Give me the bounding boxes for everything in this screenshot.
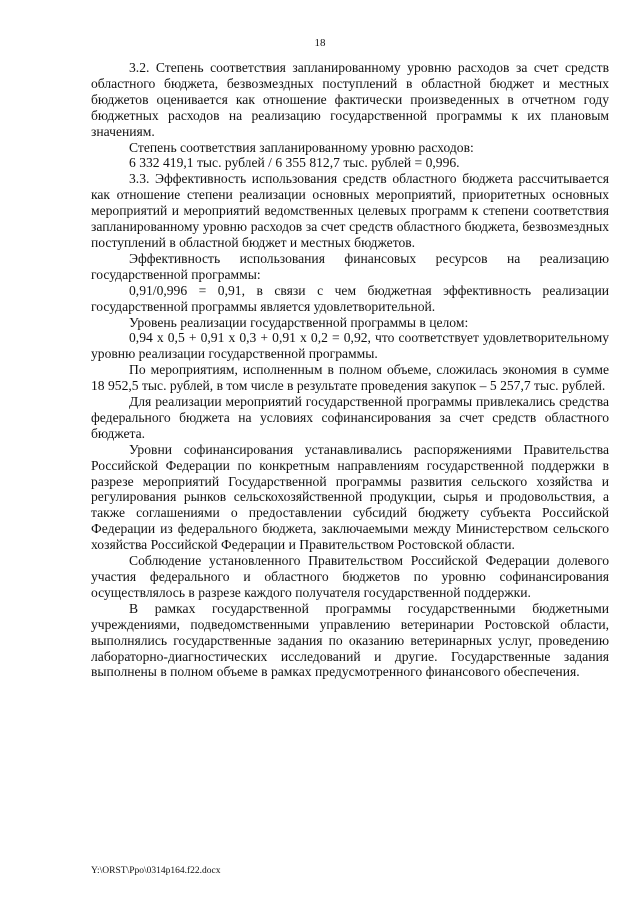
- paragraph-3-3: 3.3. Эффективность использования средств областного бюджета рассчитывается как отношение степени реализации основных мероприятий, приоритетных основных мероприятий и мероприятий ведомственных целевых программ к степени соответствия запланированному уровню расходов за счет средств областного бюджета, безвозмездных поступлений в областной бюджет и местных бюджетов.: [91, 171, 609, 250]
- document-body: [91, 60, 609, 680]
- paragraph-cofinancing-compliance: Соблюдение установленного Правительством Российской Федерации долевого участия федерального и областного бюджетов по уровню софинансирования осуществлялось в разрезе каждого получателя государственной поддержки.: [91, 553, 609, 600]
- paragraph-efficiency-formula: 0,91/0,996 = 0,91, в связи с чем бюджетная эффективность реализации государственной программы является удовлетворительной.: [91, 282, 609, 314]
- paragraph-expense-ratio-formula: 6 332 419,1 тыс. рублей / 6 355 812,7 тыс. рублей = 0,996.: [129, 155, 460, 171]
- paragraph-federal-funds: Для реализации мероприятий государственной программы привлекались средства федерального бюджета на условиях софинансирования за счет средств областного бюджета.: [91, 394, 609, 441]
- paragraph-veterinary-tasks: В рамках государственной программы государственными бюджетными учреждениями, подведомственными управлению ветеринарии Ростовской области, выполнялись государственные задания по оказанию ветеринарных услуг, проведению лабораторно-диагностических исследований и другие. Государственные задания выполнены в полном объеме в рамках предусмотренного финансового обеспечения.: [91, 600, 609, 680]
- paragraph-realization-heading: Уровень реализации государственной программы в целом:: [129, 314, 469, 330]
- paragraph-cofinancing-levels: Уровни софинансирования устанавливались распоряжениями Правительства Российской Федерации по конкретным направлениям государственной поддержки в разрезе мероприятий Государственной программы развития сельского хозяйства и регулирования рынков сельскохозяйственной продукции, сырья и продовольствия, а также соглашениями о предоставлении субсидий бюджету субъекта Российской Федерации из федерального бюджета, заключаемыми между Министерством сельского хозяйства Российской Федерации и Правительством Ростовской области.: [91, 441, 609, 553]
- paragraph-efficiency-heading: Эффективность использования финансовых ресурсов на реализацию государственной программы:: [91, 250, 609, 282]
- paragraph-expense-ratio-heading: Степень соответствия запланированному уровню расходов:: [129, 139, 474, 155]
- paragraph-3-2: 3.2. Степень соответствия запланированному уровню расходов за счет средств областного бюджета, безвозмездных поступлений в областной бюджет и местных бюджетов оценивается как отношение фактически произведенных в отчетном году бюджетных расходов на реализацию государственной программы к их плановым значениям.: [91, 60, 609, 139]
- footer-file-path: Y:\ORST\Ppo\0314p164.f22.docx: [91, 866, 221, 876]
- page-number: 18: [314, 37, 326, 49]
- paragraph-realization-formula: 0,94 x 0,5 + 0,91 x 0,3 + 0,91 x 0,2 = 0,92, что соответствует удовлетворительному уровню реализации государственной программы.: [91, 330, 609, 362]
- paragraph-savings: По мероприятиям, исполненным в полном объеме, сложилась экономия в сумме 18 952,5 тыс. рублей, в том числе в результате проведения закупок – 5 257,7 тыс. рублей.: [91, 362, 609, 394]
